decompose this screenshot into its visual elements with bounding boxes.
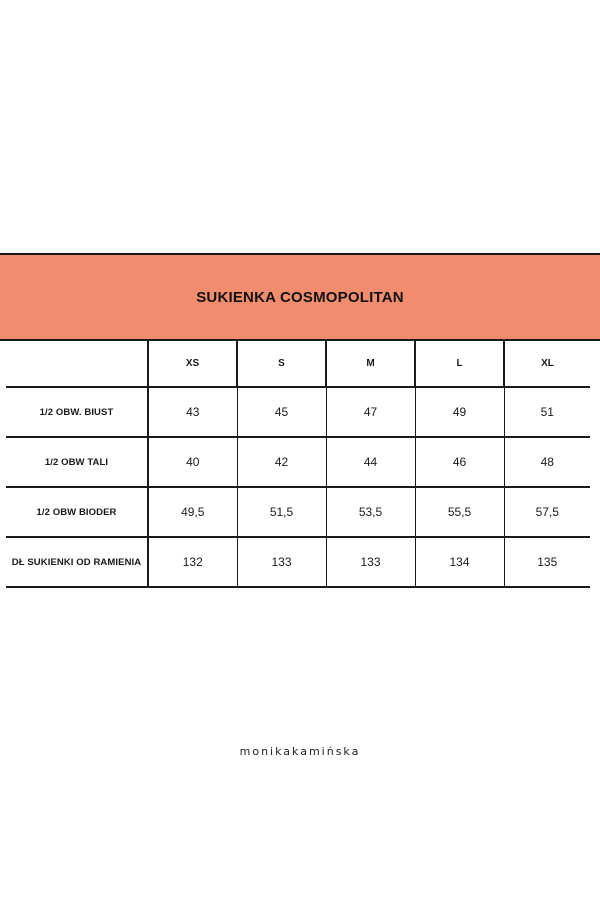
column-header-s: S [237,341,326,387]
title-banner [0,253,600,341]
table-cell: 133 [237,537,326,587]
table-cell: 132 [148,537,237,587]
table-cell: 133 [326,537,415,587]
table-cell: 42 [237,437,326,487]
page-title: SUKIENKA COSMOPOLITAN [196,288,404,306]
column-header-m: M [326,341,415,387]
table-cell: 134 [415,537,504,587]
table-cell: 45 [237,387,326,437]
table-cell: 49,5 [148,487,237,537]
column-header-xs: XS [148,341,237,387]
row-label: DŁ SUKIENKI OD RAMIENIA [6,537,148,587]
brand-logo-text: monikakamińska [239,745,361,758]
row-label: 1/2 OBW TALI [6,437,148,487]
table-cell: 135 [504,537,590,587]
table-corner-cell [6,341,148,387]
table-header-row [6,341,590,387]
table-row [6,487,590,537]
table-cell: 57,5 [504,487,590,537]
row-label: 1/2 OBW BIODER [6,487,148,537]
table-row [6,437,590,487]
table-cell: 51 [504,387,590,437]
table-cell: 44 [326,437,415,487]
table-cell: 48 [504,437,590,487]
size-chart-table [6,341,590,588]
table-cell: 55,5 [415,487,504,537]
table-cell: 47 [326,387,415,437]
table-cell: 53,5 [326,487,415,537]
table-cell: 40 [148,437,237,487]
column-header-l: L [415,341,504,387]
table-cell: 43 [148,387,237,437]
row-label: 1/2 OBW. BIUST [6,387,148,437]
table-row [6,537,590,587]
table-row [6,387,590,437]
table-cell: 46 [415,437,504,487]
table-cell: 51,5 [237,487,326,537]
column-header-xl: XL [504,341,590,387]
table-cell: 49 [415,387,504,437]
